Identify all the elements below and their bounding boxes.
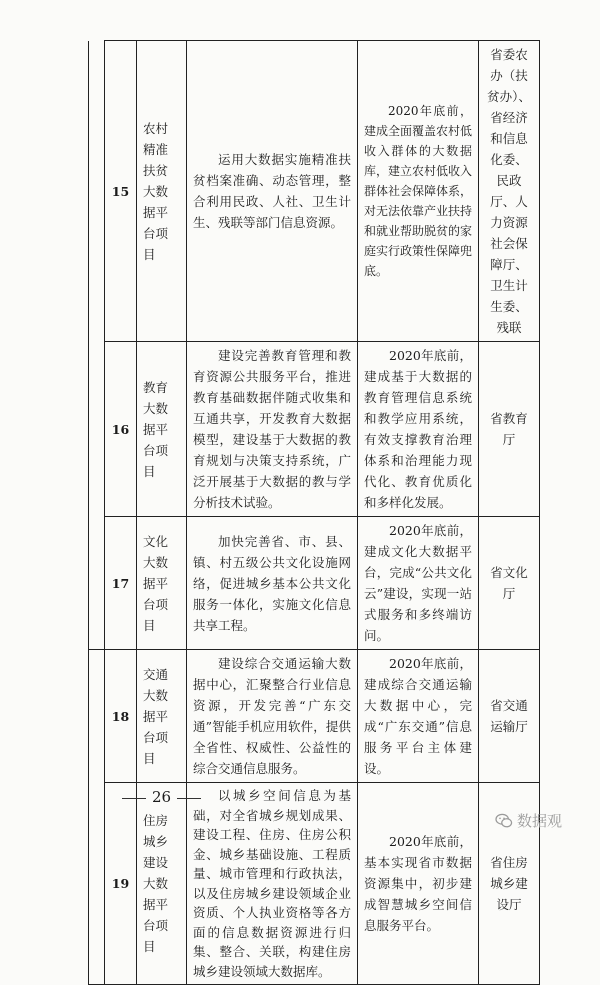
project-table xyxy=(88,40,540,985)
project-description: 建设综合交通运输大数据中心，汇聚整合行业信息资源，开发完善“广东交通”智能手机应用软件，提供全省性、权威性、公益性的综合交通信息服务。 xyxy=(187,650,358,783)
project-goal: 2020年底前，建成全面覆盖农村低收入群体的大数据库，建立农村低收入群体社会保障体系，对无法依靠产业扶持和就业帮助脱贫的家庭实行政策性保障兜底。 xyxy=(358,41,479,342)
project-description: 建设完善教育管理和教育资源公共服务平台，推进教育基础数据伴随式收集和互通共享，开发教育大数据模型，建设基于大数据的教育规划与决策支持系统，广泛开展基于大数据的教与学分析技术试验。 xyxy=(187,342,358,517)
row-number: 17 xyxy=(105,517,137,650)
project-goal: 2020年底前，建成基于大数据的教育管理信息系统和教学应用系统，有效支撑教育治理体系和治理能力现代化、教育优质化和多样化发展。 xyxy=(358,342,479,517)
project-name: 住房城乡建设大数据平台项目 xyxy=(137,783,187,985)
project-name: 农村精准扶贫大数据平台项目 xyxy=(137,41,187,342)
table-row xyxy=(89,41,540,342)
project-goal: 2020年底前，基本实现省市数据资源集中，初步建成智慧城乡空间信息服务平台。 xyxy=(358,783,479,985)
page-number-text: 26 xyxy=(152,788,172,806)
project-name: 文化大数据平台项目 xyxy=(137,517,187,650)
responsible-department: 省委农办（扶贫办）、省经济和信息化委、民政厅、人力资源社会保障厅、卫生计生委、残联 xyxy=(479,41,540,342)
project-name: 教育大数据平台项目 xyxy=(137,342,187,517)
page-number xyxy=(0,788,600,806)
row-number: 19 xyxy=(105,783,137,985)
row-number: 16 xyxy=(105,342,137,517)
project-description: 加快完善省、市、县、镇、村五级公共文化设施网络，促进城乡基本公共文化服务一体化，实施文化信息共享工程。 xyxy=(187,517,358,650)
table-row xyxy=(89,342,540,517)
row-number: 18 xyxy=(105,650,137,783)
group-margin-cell xyxy=(89,650,105,985)
page-number-dash-right xyxy=(177,798,201,799)
responsible-department: 省文化厅 xyxy=(479,517,540,650)
project-description: 运用大数据实施精准扶贫档案准确、动态管理，整合利用民政、人社、卫生计生、残联等部门信息资源。 xyxy=(187,41,358,342)
project-goal: 2020年底前，建成文化大数据平台，完成“公共文化云”建设，实现一站式服务和多终端访问。 xyxy=(358,517,479,650)
project-name: 交通大数据平台项目 xyxy=(137,650,187,783)
responsible-department: 省交通运输厅 xyxy=(479,650,540,783)
project-description: 以城乡空间信息为基础，对全省城乡规划成果、建设工程、住房、住房公积金、城乡基础设施、工程质量、城市管理和行政执法，以及住房城乡建设领域企业资质、个人执业资格等各方面的信息数据资源进行归集、整合、关联，构建住房城乡建设领域大数据库。 xyxy=(187,783,358,985)
table-row xyxy=(89,650,540,783)
project-goal: 2020年底前，建成综合交通运输大数据中心，完成“广东交通”信息服务平台主体建设。 xyxy=(358,650,479,783)
page-number-dash-left xyxy=(122,798,146,799)
row-number: 15 xyxy=(105,41,137,342)
group-margin-cell xyxy=(89,41,105,650)
wechat-icon xyxy=(495,813,513,829)
responsible-department: 省住房城乡建设厅 xyxy=(479,783,540,985)
watermark-text: 数据观 xyxy=(516,812,562,830)
table-row xyxy=(89,517,540,650)
responsible-department: 省教育厅 xyxy=(479,342,540,517)
table-row xyxy=(89,783,540,985)
watermark xyxy=(495,810,562,831)
